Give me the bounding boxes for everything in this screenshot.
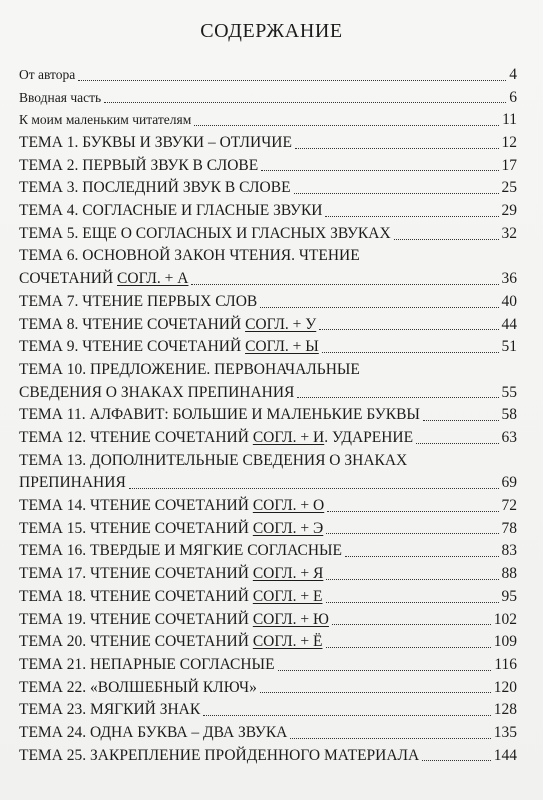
toc-entry-title: ТЕМА 14. ЧТЕНИЕ СОЧЕТАНИЙ xyxy=(19,497,253,515)
toc-entry xyxy=(19,223,517,246)
toc-entry-formula: СОГЛ. + У xyxy=(245,315,317,333)
toc-entry-title: ТЕМА 19. ЧТЕНИЕ СОЧЕТАНИЙ xyxy=(19,610,253,628)
toc-entry-formula: СОГЛ. + Е xyxy=(252,587,323,605)
toc-page-number: 36 xyxy=(501,270,517,288)
toc-entry-title: ТЕМА 7. ЧТЕНИЕ ПЕРВЫХ СЛОВ xyxy=(19,292,258,310)
table-of-contents xyxy=(19,64,517,767)
dot-leader xyxy=(326,533,498,534)
toc-entry-title: ТЕМА 20. ЧТЕНИЕ СОЧЕТАНИЙ xyxy=(19,633,253,651)
toc-entry xyxy=(19,359,517,404)
toc-entry xyxy=(19,155,517,178)
toc-entry-title: ТЕМА 15. ЧТЕНИЕ СОЧЕТАНИЙ xyxy=(19,519,253,537)
toc-page-number: 17 xyxy=(501,156,517,174)
toc-entry-title: ТЕМА 4. СОГЛАСНЫЕ И ГЛАСНЫЕ ЗВУКИ xyxy=(19,202,323,220)
toc-entry xyxy=(19,200,517,223)
toc-page-number: 95 xyxy=(501,587,517,605)
toc-page-number: 72 xyxy=(501,497,517,515)
toc-entry-formula: СОГЛ. + Э xyxy=(252,519,324,537)
toc-entry-title: ТЕМА 12. ЧТЕНИЕ СОЧЕТАНИЙ xyxy=(19,429,253,447)
toc-entry-title: От автора xyxy=(19,66,76,82)
dot-leader xyxy=(260,692,491,693)
dot-leader xyxy=(260,307,498,308)
toc-entry xyxy=(19,314,517,337)
dot-leader xyxy=(297,397,498,398)
toc-entry-formula: СОГЛ. + Ё xyxy=(252,633,323,651)
toc-page-number: 51 xyxy=(501,338,517,356)
toc-page-number: 6 xyxy=(509,88,517,106)
dot-leader xyxy=(104,102,506,103)
toc-entry-title: СОЧЕТАНИЙ xyxy=(19,270,118,288)
toc-entry-title-line1: ТЕМА 6. ОСНОВНОЙ ЗАКОН ЧТЕНИЯ. ЧТЕНИЕ xyxy=(19,247,360,265)
toc-entry-title: ТЕМА 23. МЯГКИЙ ЗНАК xyxy=(19,701,201,719)
toc-page-number: 63 xyxy=(501,429,517,447)
toc-entry xyxy=(19,518,517,541)
toc-entry-formula: СОГЛ. + Ю xyxy=(252,610,329,628)
toc-entry xyxy=(19,336,517,359)
toc-page-number: 25 xyxy=(501,179,517,197)
toc-page-number: 29 xyxy=(501,202,517,220)
toc-entry xyxy=(19,745,517,768)
toc-entry xyxy=(19,699,517,722)
toc-entry-formula: СОГЛ. + Ы xyxy=(245,338,319,356)
toc-page-number: 116 xyxy=(494,655,517,673)
dot-leader xyxy=(278,670,492,671)
toc-entry xyxy=(19,177,517,200)
toc-entry xyxy=(19,450,517,495)
toc-entry xyxy=(19,427,517,450)
toc-entry-title: ТЕМА 21. НЕПАРНЫЕ СОГЛАСНЫЕ xyxy=(19,655,275,673)
toc-entry-title: ТЕМА 24. ОДНА БУКВА – ДВА ЗВУКА xyxy=(19,723,288,741)
dot-leader xyxy=(322,352,499,353)
dot-leader xyxy=(326,647,491,648)
toc-entry xyxy=(19,132,517,155)
dot-leader xyxy=(261,170,498,171)
toc-entry-title: ТЕМА 11. АЛФАВИТ: БОЛЬШИЕ И МАЛЕНЬКИЕ БУКВЫ xyxy=(19,406,420,424)
dot-leader xyxy=(326,602,499,603)
toc-page-number: 109 xyxy=(493,633,517,651)
dot-leader xyxy=(345,556,498,557)
toc-entry-title: ТЕМА 5. ЕЩЕ О СОГЛАСНЫХ И ГЛАСНЫХ ЗВУКАХ xyxy=(19,224,391,242)
toc-page-number: 58 xyxy=(501,406,517,424)
toc-entry xyxy=(19,495,517,518)
dot-leader xyxy=(416,443,498,444)
page-title: СОДЕРЖАНИЕ xyxy=(200,20,343,42)
dot-leader xyxy=(326,579,498,580)
toc-entry-title: ТЕМА 3. ПОСЛЕДНИЙ ЗВУК В СЛОВЕ xyxy=(19,179,291,197)
toc-page-number: 144 xyxy=(493,746,517,764)
toc-entry xyxy=(19,609,517,632)
toc-entry xyxy=(19,563,517,586)
dot-leader xyxy=(325,216,498,217)
toc-entry-title: ТЕМА 9. ЧТЕНИЕ СОЧЕТАНИЙ xyxy=(19,338,246,356)
toc-entry xyxy=(19,109,517,132)
toc-entry xyxy=(19,586,517,609)
dot-leader xyxy=(194,125,499,126)
toc-page-number: 78 xyxy=(501,519,517,537)
toc-entry-title: ТЕМА 17. ЧТЕНИЕ СОЧЕТАНИЙ xyxy=(19,565,253,583)
toc-entry-title: ТЕМА 2. ПЕРВЫЙ ЗВУК В СЛОВЕ xyxy=(19,156,259,174)
toc-entry-title: ТЕМА 22. «ВОЛШЕБНЫЙ КЛЮЧ» xyxy=(19,678,257,696)
toc-entry xyxy=(19,291,517,314)
toc-entry-title-suffix: . УДАРЕНИЕ xyxy=(324,429,414,447)
dot-leader xyxy=(332,624,491,625)
toc-entry-title: Вводная часть xyxy=(19,89,102,105)
toc-entry-title: ТЕМА 25. ЗАКРЕПЛЕНИЕ ПРОЙДЕННОГО МАТЕРИАЛА xyxy=(19,746,420,764)
toc-entry-title: ТЕМА 16. ТВЕРДЫЕ И МЯГКИЕ СОГЛАСНЫЕ xyxy=(19,542,343,560)
dot-leader xyxy=(295,148,499,149)
dot-leader xyxy=(290,738,490,739)
toc-page-number: 32 xyxy=(501,224,517,242)
toc-entry xyxy=(19,246,517,291)
toc-entry xyxy=(19,677,517,700)
toc-entry xyxy=(19,540,517,563)
toc-entry-title-line1: ТЕМА 10. ПРЕДЛОЖЕНИЕ. ПЕРВОНАЧАЛЬНЫЕ xyxy=(19,360,360,378)
toc-entry xyxy=(19,404,517,427)
toc-page-number: 4 xyxy=(509,65,517,83)
toc-entry xyxy=(19,722,517,745)
toc-entry-title: ПРЕПИНАНИЯ xyxy=(19,474,126,492)
toc-page-number: 11 xyxy=(502,111,517,129)
toc-entry-title: СВЕДЕНИЯ О ЗНАКАХ ПРЕПИНАНИЯ xyxy=(19,383,295,401)
toc-entry-formula: СОГЛ. + И xyxy=(252,429,325,447)
toc-page-number: 120 xyxy=(493,678,517,696)
toc-entry-title: ТЕМА 1. БУКВЫ И ЗВУКИ – ОТЛИЧИЕ xyxy=(19,134,292,152)
dot-leader xyxy=(319,329,498,330)
toc-page-number: 128 xyxy=(493,701,517,719)
toc-page-number: 55 xyxy=(501,383,517,401)
toc-page-number: 88 xyxy=(501,565,517,583)
toc-entry xyxy=(19,87,517,110)
toc-entry-formula: СОГЛ. + Я xyxy=(252,565,324,583)
dot-leader xyxy=(422,760,491,761)
toc-entry-title-line1: ТЕМА 13. ДОПОЛНИТЕЛЬНЫЕ СВЕДЕНИЯ О ЗНАКАХ xyxy=(19,451,408,469)
toc-entry xyxy=(19,64,517,87)
toc-entry-formula: СОГЛ. + А xyxy=(117,270,189,288)
toc-page-number: 102 xyxy=(493,610,517,628)
toc-page-number: 69 xyxy=(501,474,517,492)
dot-leader xyxy=(78,80,506,81)
dot-leader xyxy=(203,715,491,716)
toc-entry-title: ТЕМА 8. ЧТЕНИЕ СОЧЕТАНИЙ xyxy=(19,315,246,333)
toc-page-number: 12 xyxy=(501,134,517,152)
dot-leader xyxy=(191,284,498,285)
toc-entry xyxy=(19,654,517,677)
toc-entry-title: К моим маленьким читателям xyxy=(19,112,192,128)
dot-leader xyxy=(129,488,499,489)
toc-page-number: 44 xyxy=(501,315,517,333)
toc-entry-title: ТЕМА 18. ЧТЕНИЕ СОЧЕТАНИЙ xyxy=(19,587,253,605)
toc-entry xyxy=(19,631,517,654)
toc-page-number: 135 xyxy=(493,723,517,741)
toc-page-number: 83 xyxy=(501,542,517,560)
dot-leader xyxy=(423,420,499,421)
toc-page-number: 40 xyxy=(501,292,517,310)
dot-leader xyxy=(327,511,498,512)
toc-entry-formula: СОГЛ. + О xyxy=(252,497,325,515)
dot-leader xyxy=(394,239,499,240)
dot-leader xyxy=(294,193,499,194)
